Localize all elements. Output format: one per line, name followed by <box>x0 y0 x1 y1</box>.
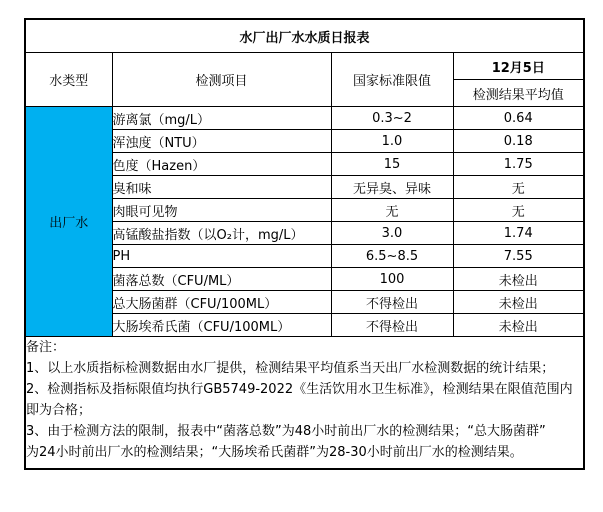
col-header-test-item: 检测项目 <box>112 53 331 107</box>
limit-cell: 0.3~2 <box>331 107 453 130</box>
result-cell: 无 <box>453 199 584 222</box>
result-cell: 未检出 <box>453 291 584 314</box>
item-cell: 总大肠菌群（CFU/100ML） <box>112 291 331 314</box>
item-cell: 浑浊度（NTU） <box>112 130 331 153</box>
note-line: 1、以上水质指标检测数据由水厂提供，检测结果平均值系当天出厂水检测数据的统计结果； <box>26 361 555 376</box>
limit-cell: 3.0 <box>331 222 453 245</box>
item-cell: 菌落总数（CFU/ML） <box>112 268 331 291</box>
note-line: 即为合格； <box>26 403 92 418</box>
result-cell: 1.74 <box>453 222 584 245</box>
water-quality-report-table <box>24 18 585 470</box>
limit-cell: 无 <box>331 199 453 222</box>
note-line: 为24小时前出厂水的检测结果；“大肠埃希氏菌群”为28-30小时前出厂水的检测结果。 <box>26 445 523 460</box>
result-cell: 7.55 <box>453 245 584 268</box>
note-line: 3、由于检测方法的限制，报表中“菌落总数”为48小时前出厂水的检测结果；“总大肠菌群” <box>26 424 546 439</box>
col-header-standard-limit: 国家标准限值 <box>331 53 453 107</box>
limit-cell: 不得检出 <box>331 291 453 314</box>
result-cell: 0.64 <box>453 107 584 130</box>
item-cell: PH <box>112 245 331 268</box>
limit-cell: 6.5~8.5 <box>331 245 453 268</box>
note-line: 2、检测指标及指标限值均执行GB5749-2022《生活饮用水卫生标准》，检测结果在限值范围内 <box>26 382 573 397</box>
limit-cell: 不得检出 <box>331 314 453 337</box>
report-title: 水厂出厂水水质日报表 <box>25 19 584 53</box>
col-header-date: 12月5日 <box>453 53 584 80</box>
item-cell: 色度（Hazen） <box>112 153 331 176</box>
item-cell: 臭和味 <box>112 176 331 199</box>
result-cell: 0.18 <box>453 130 584 153</box>
col-header-water-type: 水类型 <box>25 53 112 107</box>
limit-cell: 100 <box>331 268 453 291</box>
water-type-cell: 出厂水 <box>25 107 112 337</box>
col-header-result-avg: 检测结果平均值 <box>453 80 584 107</box>
limit-cell: 无异臭、异味 <box>331 176 453 199</box>
item-cell: 大肠埃希氏菌（CFU/100ML） <box>112 314 331 337</box>
limit-cell: 1.0 <box>331 130 453 153</box>
result-cell: 未检出 <box>453 314 584 337</box>
notes <box>25 337 584 470</box>
result-cell: 未检出 <box>453 268 584 291</box>
item-cell: 高锰酸盐指数（以O₂计，mg/L） <box>112 222 331 245</box>
note-line: 备注： <box>26 340 66 355</box>
result-cell: 无 <box>453 176 584 199</box>
table-row <box>25 107 584 130</box>
item-cell: 肉眼可见物 <box>112 199 331 222</box>
item-cell: 游离氯（mg/L） <box>112 107 331 130</box>
limit-cell: 15 <box>331 153 453 176</box>
result-cell: 1.75 <box>453 153 584 176</box>
